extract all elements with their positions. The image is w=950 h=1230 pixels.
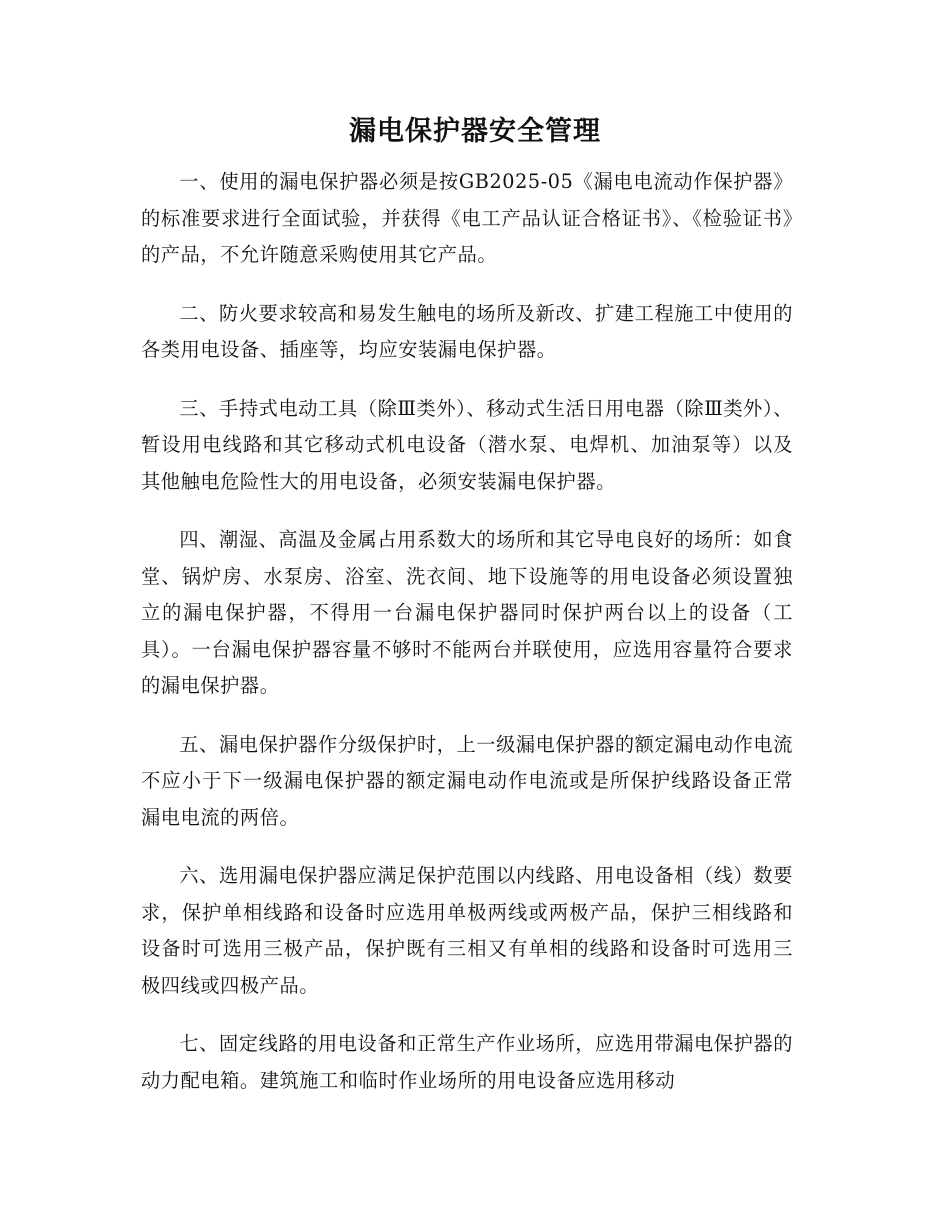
paragraph-4: 四、潮湿、高温及金属占用系数大的场所和其它导电良好的场所：如食堂、锅炉房、水泵房、浴室、洗衣间、地下设施等的用电设备必须设置独立的漏电保护器，不得用一台漏电保护器同时保护两台以上的设备（工具）。一台漏电保护器容量不够时不能两台并联使用，应选用容量符合要求的漏电保护器。 bbox=[141, 528, 793, 697]
paragraph-5: 五、漏电保护器作分级保护时，上一级漏电保护器的额定漏电动作电流不应小于下一级漏电保护器的额定漏电动作电流或是所保护线路设备正常漏电电流的两倍。 bbox=[141, 732, 793, 829]
paragraph-6: 六、选用漏电保护器应满足保护范围以内线路、用电设备相（线）数要求，保护单相线路和设备时应选用单极两线或两极产品，保护三相线路和设备时可选用三极产品，保护既有三相又有单相的线路和设备时可选用三极四线或四极产品。 bbox=[141, 864, 793, 997]
document-title: 漏电保护器安全管理 bbox=[349, 116, 601, 147]
document-body bbox=[141, 164, 793, 1121]
paragraph-3: 三、手持式电动工具（除Ⅲ类外）、移动式生活日用电器（除Ⅲ类外）、暂设用电线路和其它移动式机电设备（潜水泵、电焊机、加油泵等）以及其他触电危险性大的用电设备，必须安装漏电保护器。 bbox=[141, 396, 793, 493]
paragraph-7: 七、固定线路的用电设备和正常生产作业场所，应选用带漏电保护器的动力配电箱。建筑施工和临时作业场所的用电设备应选用移动 bbox=[141, 1032, 793, 1092]
paragraph-1: 一、使用的漏电保护器必须是按GB2025-05《漏电电流动作保护器》的标准要求进行全面试验，并获得《电工产品认证合格证书》、《检验证书》的产品，不允许随意采购使用其它产品。 bbox=[141, 170, 793, 266]
paragraph-2: 二、防火要求较高和易发生触电的场所及新改、扩建工程施工中使用的各类用电设备、插座等，均应安装漏电保护器。 bbox=[141, 301, 793, 361]
